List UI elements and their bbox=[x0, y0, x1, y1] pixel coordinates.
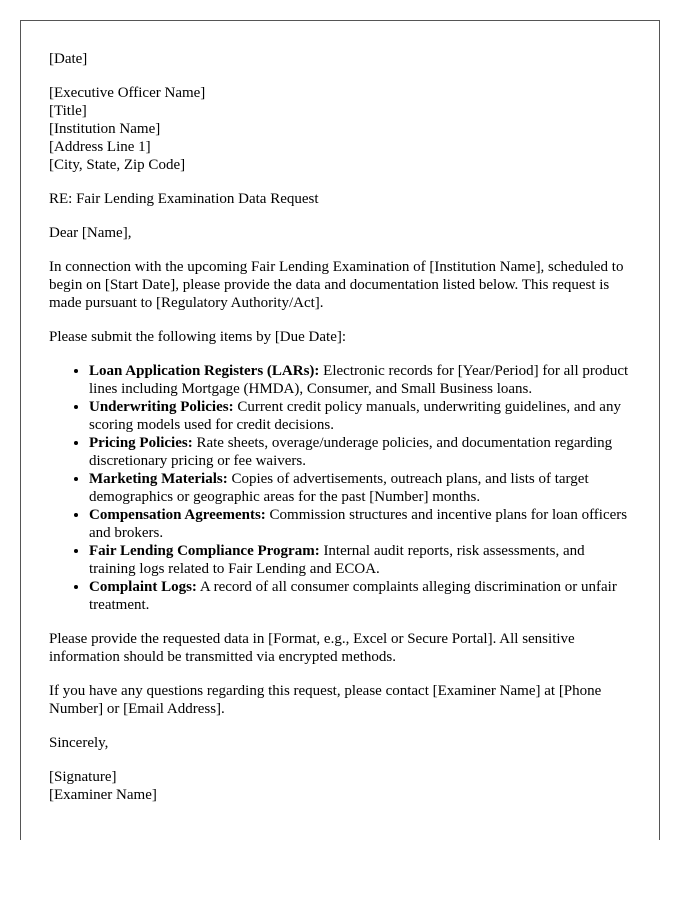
recipient-name: [Executive Officer Name] bbox=[49, 85, 206, 101]
intro-paragraph: In connection with the upcoming Fair Lending Examination of [Institution Name], scheduled to begin on [Start Date], please provide the data and documentation listed below. This request is made pursuant to [Regulatory Authority/Act]. bbox=[49, 259, 624, 311]
examiner-name: [Examiner Name] bbox=[49, 787, 157, 803]
item-text: A record of all consumer complaints alleging discrimination or unfair treatment. bbox=[89, 579, 617, 613]
item-title: Complaint Logs: bbox=[89, 579, 197, 595]
list-item bbox=[89, 398, 631, 434]
signature: [Signature] bbox=[49, 769, 117, 785]
item-title: Fair Lending Compliance Program: bbox=[89, 543, 320, 559]
list-item bbox=[89, 542, 631, 578]
list-item bbox=[89, 506, 631, 542]
recipient-address-line: [Address Line 1] bbox=[49, 139, 151, 155]
item-title: Underwriting Policies: bbox=[89, 399, 234, 415]
item-text: Internal audit reports, risk assessments, and training logs related to Fair Lending and ECOA. bbox=[89, 543, 585, 577]
item-text: Electronic records for [Year/Period] for all product lines including Mortgage (HMDA), Consumer, and Small Business loans. bbox=[89, 363, 629, 397]
recipient-title: [Title] bbox=[49, 103, 87, 119]
submit-instruction: Please submit the following items by [Due Date]: bbox=[49, 329, 347, 345]
list-item bbox=[89, 362, 631, 398]
contact-paragraph: If you have any questions regarding this request, please contact [Examiner Name] at [Phone Number] or [Email Address]. bbox=[49, 683, 602, 717]
item-text: Copies of advertisements, outreach plans, and lists of target demographics or geographic areas for the past [Number] months. bbox=[89, 471, 589, 505]
list-item bbox=[89, 434, 631, 470]
item-text: Current credit policy manuals, underwriting guidelines, and any scoring models used for credit decisions. bbox=[89, 399, 621, 433]
recipient-city-state-zip: [City, State, Zip Code] bbox=[49, 157, 186, 173]
signature-block bbox=[49, 768, 631, 804]
format-paragraph: Please provide the requested data in [Format, e.g., Excel or Secure Portal]. All sensitive information should be transmitted via encrypted methods. bbox=[49, 631, 575, 665]
item-text: Commission structures and incentive plans for loan officers and brokers. bbox=[89, 507, 628, 541]
letter-page bbox=[20, 20, 660, 840]
item-title: Compensation Agreements: bbox=[89, 507, 266, 523]
subject-line: RE: Fair Lending Examination Data Request bbox=[49, 191, 319, 207]
salutation: Dear [Name], bbox=[49, 225, 132, 241]
requested-items-list bbox=[49, 362, 631, 614]
item-title: Loan Application Registers (LARs): bbox=[89, 363, 320, 379]
item-title: Pricing Policies: bbox=[89, 435, 193, 451]
list-item bbox=[89, 578, 631, 614]
item-text: Rate sheets, overage/underage policies, and documentation regarding discretionary pricing or fee waivers. bbox=[89, 435, 613, 469]
list-item bbox=[89, 470, 631, 506]
closing: Sincerely, bbox=[49, 735, 109, 751]
recipient-institution: [Institution Name] bbox=[49, 121, 161, 137]
item-title: Marketing Materials: bbox=[89, 471, 228, 487]
recipient-address bbox=[49, 84, 631, 174]
letter-date: [Date] bbox=[49, 51, 88, 67]
